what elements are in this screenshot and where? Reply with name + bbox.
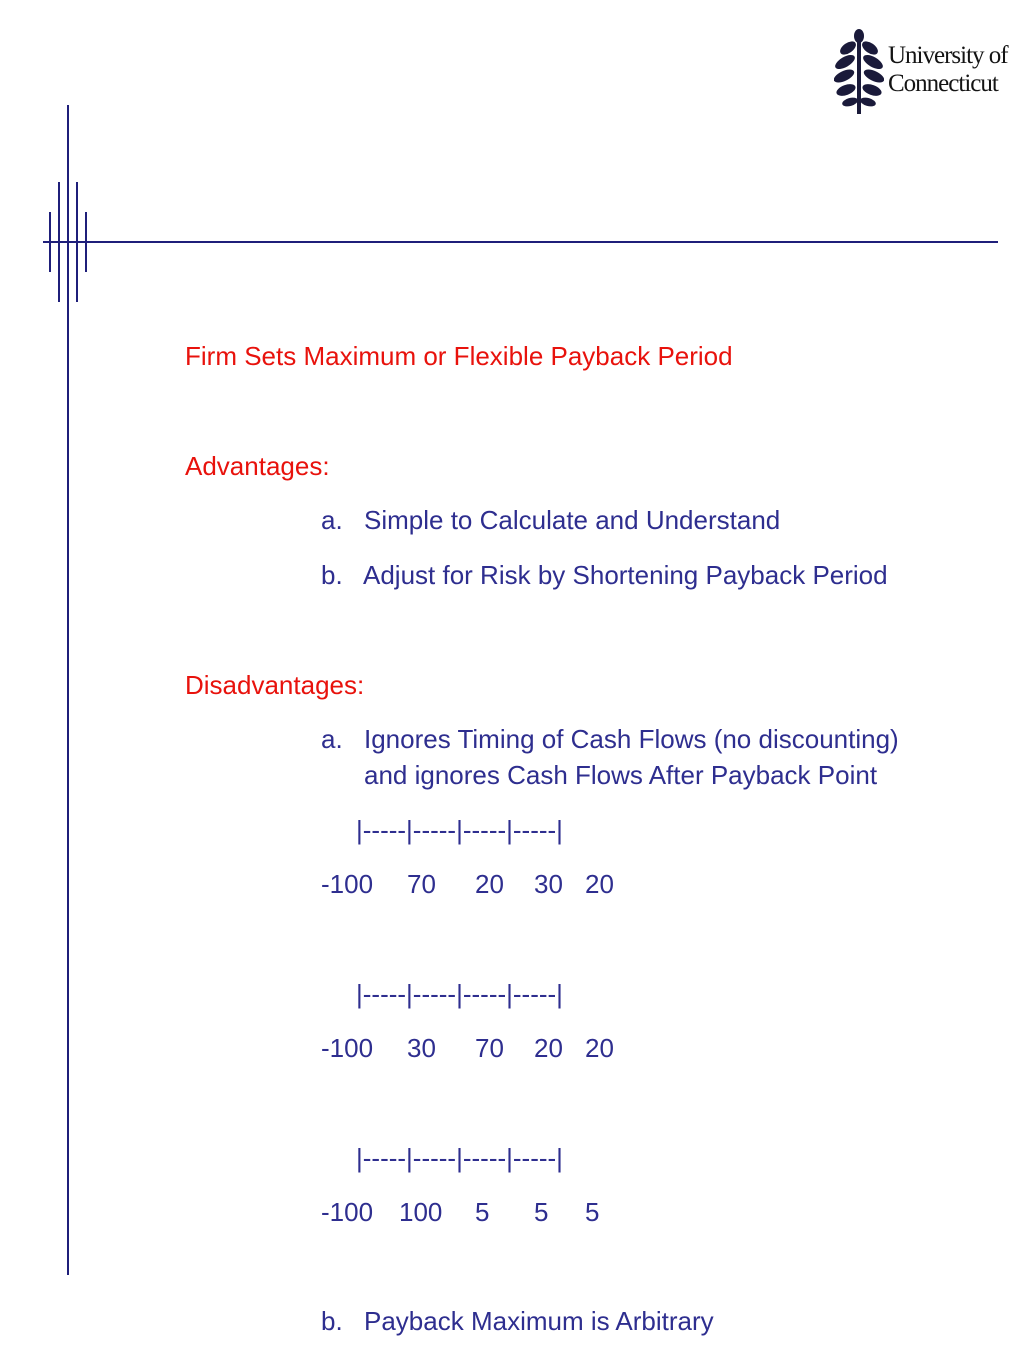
- timeline-2-value-1: 30: [407, 1033, 436, 1063]
- vertical-rule-main: [67, 105, 69, 1275]
- timeline-3-value-4: 5: [585, 1197, 600, 1227]
- logo-wordmark: [888, 42, 1008, 98]
- university-logo: [834, 28, 1008, 118]
- disadvantage-item-b: Payback Maximum is Arbitrary: [364, 1306, 714, 1336]
- timeline-1-value-3: 30: [534, 869, 563, 899]
- slide-heading: Firm Sets Maximum or Flexible Payback Period: [185, 341, 733, 371]
- timeline-axis-3: |-----|-----|-----|-----|: [356, 1143, 563, 1173]
- advantage-marker-b: b.: [321, 560, 343, 590]
- disadvantage-marker-b: b.: [321, 1306, 343, 1336]
- timeline-2-value-0: -100: [321, 1033, 374, 1063]
- logo-line-1: University of: [888, 42, 1008, 69]
- disadvantage-item-a-line-2: and ignores Cash Flows After Payback Point: [364, 760, 878, 790]
- timeline-3-value-2: 5: [475, 1197, 490, 1227]
- horizontal-rule: [43, 241, 998, 243]
- timeline-2-value-4: 20: [585, 1033, 614, 1063]
- timeline-2-value-3: 20: [534, 1033, 563, 1063]
- timeline-1-value-0: -100: [321, 869, 374, 899]
- advantage-item-b: Adjust for Risk by Shortening Payback Period: [363, 560, 888, 590]
- advantage-marker-a: a.: [321, 505, 343, 535]
- logo-line-2: Connecticut: [888, 70, 998, 97]
- timeline-1-value-4: 20: [585, 869, 614, 899]
- timeline-axis-1: |-----|-----|-----|-----|: [356, 815, 563, 845]
- disadvantage-item-a-line-1: Ignores Timing of Cash Flows (no discounting): [364, 724, 899, 754]
- disadvantages-title: Disadvantages:: [185, 670, 365, 700]
- oak-leaf-seal-icon: [834, 28, 884, 118]
- timeline-axis-2: |-----|-----|-----|-----|: [356, 979, 563, 1009]
- timeline-3-value-1: 100: [399, 1197, 443, 1227]
- timeline-3-value-0: -100: [321, 1197, 374, 1227]
- timeline-1-value-1: 70: [407, 869, 436, 899]
- timeline-1-value-2: 20: [475, 869, 504, 899]
- disadvantage-marker-a: a.: [321, 724, 343, 754]
- advantages-title: Advantages:: [185, 451, 330, 481]
- timeline-3-value-3: 5: [534, 1197, 549, 1227]
- advantage-item-a: Simple to Calculate and Understand: [364, 505, 781, 535]
- timeline-2-value-2: 70: [475, 1033, 504, 1063]
